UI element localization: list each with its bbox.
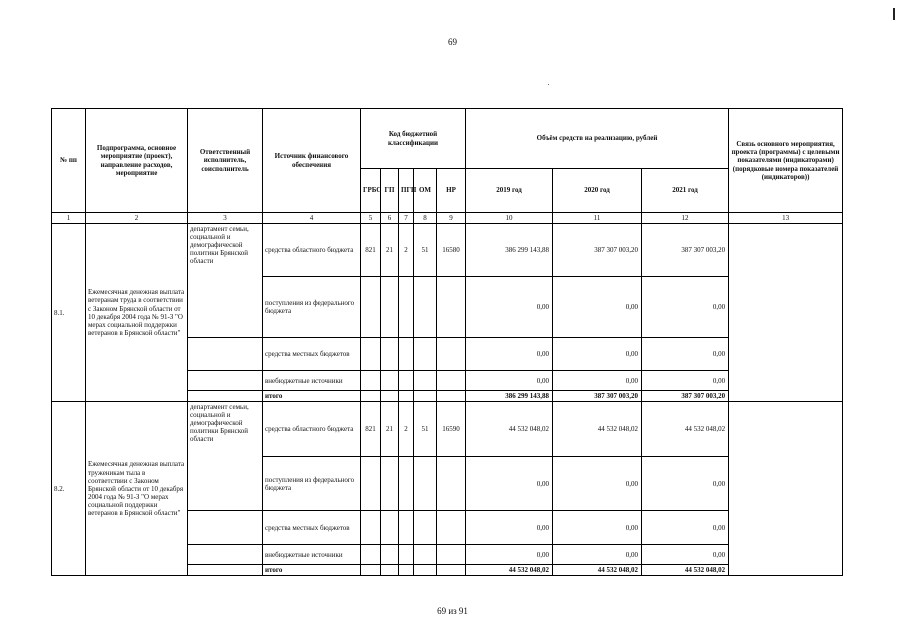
column-number-row bbox=[52, 213, 843, 224]
edge-mark bbox=[893, 8, 895, 20]
amount-2021: 387 307 003,20 bbox=[642, 391, 729, 402]
code-gp bbox=[381, 457, 399, 511]
code-grbs: 821 bbox=[361, 224, 381, 277]
amount-2021: 387 307 003,20 bbox=[642, 224, 729, 277]
code-gp bbox=[381, 511, 399, 545]
header-grbs: ГРБС bbox=[361, 169, 381, 213]
code-om bbox=[414, 545, 437, 565]
code-grbs bbox=[361, 457, 381, 511]
code-pgp bbox=[399, 391, 414, 402]
amount-2021: 44 532 048,02 bbox=[642, 565, 729, 576]
amount-2019: 44 532 048,02 bbox=[466, 402, 553, 457]
header-responsible: Ответственный исполнитель, соисполнитель bbox=[188, 109, 263, 213]
header-np: НР bbox=[437, 169, 466, 213]
responsible-executor bbox=[188, 371, 263, 391]
code-np bbox=[437, 565, 466, 576]
amount-2019: 0,00 bbox=[466, 457, 553, 511]
amount-2020: 0,00 bbox=[553, 511, 642, 545]
amount-2021: 0,00 bbox=[642, 545, 729, 565]
code-grbs bbox=[361, 338, 381, 371]
column-number: 5 bbox=[361, 213, 381, 224]
code-grbs bbox=[361, 511, 381, 545]
header-budget-code: Код бюджетной классификации bbox=[361, 109, 466, 169]
code-gp: 21 bbox=[381, 402, 399, 457]
code-np bbox=[437, 338, 466, 371]
amount-2020: 0,00 bbox=[553, 277, 642, 338]
code-gp bbox=[381, 391, 399, 402]
code-grbs bbox=[361, 565, 381, 576]
column-number: 8 bbox=[414, 213, 437, 224]
responsible-executor bbox=[188, 391, 263, 402]
code-grbs: 821 bbox=[361, 402, 381, 457]
code-pgp bbox=[399, 338, 414, 371]
code-np bbox=[437, 511, 466, 545]
responsible-executor bbox=[188, 565, 263, 576]
row-number: 8.2. bbox=[52, 402, 86, 576]
code-pgp bbox=[399, 277, 414, 338]
header-no: № пп bbox=[52, 109, 86, 213]
code-np bbox=[437, 371, 466, 391]
page-number-top: 69 bbox=[448, 37, 457, 47]
code-np bbox=[437, 457, 466, 511]
code-grbs bbox=[361, 277, 381, 338]
row-number: 8.1. bbox=[52, 224, 86, 402]
funding-source: итого bbox=[263, 391, 361, 402]
header-source: Источник финансового обеспечения bbox=[263, 109, 361, 213]
column-number: 4 bbox=[263, 213, 361, 224]
amount-2019: 0,00 bbox=[466, 545, 553, 565]
table-row bbox=[52, 402, 843, 457]
responsible-executor bbox=[188, 545, 263, 565]
code-om: 51 bbox=[414, 224, 437, 277]
code-pgp bbox=[399, 457, 414, 511]
code-pgp bbox=[399, 545, 414, 565]
header-subprogram: Подпрограмма, основное мероприятие (проект), направление расходов, мероприятие bbox=[86, 109, 188, 213]
header-link: Связь основного мероприятия, проекта (программы) с целевыми показателями (индикаторами) (порядковые номера показателей (индикаторов)) bbox=[729, 109, 843, 213]
code-grbs bbox=[361, 391, 381, 402]
header-gp: ГП bbox=[381, 169, 399, 213]
column-number: 2 bbox=[86, 213, 188, 224]
amount-2021: 0,00 bbox=[642, 511, 729, 545]
code-om bbox=[414, 511, 437, 545]
indicator-link bbox=[729, 402, 843, 576]
funding-source: внебюджетные источники bbox=[263, 545, 361, 565]
column-number: 13 bbox=[729, 213, 843, 224]
funding-source: средства местных бюджетов bbox=[263, 511, 361, 545]
funding-source: средства областного бюджета bbox=[263, 224, 361, 277]
amount-2020: 44 532 048,02 bbox=[553, 402, 642, 457]
code-om bbox=[414, 565, 437, 576]
scan-dot bbox=[548, 84, 549, 85]
funding-source: поступления из федерального бюджета bbox=[263, 277, 361, 338]
header-om: ОМ bbox=[414, 169, 437, 213]
header-2020: 2020 год bbox=[553, 169, 642, 213]
header-2021: 2021 год bbox=[642, 169, 729, 213]
funding-source: итого bbox=[263, 565, 361, 576]
column-number: 6 bbox=[381, 213, 399, 224]
code-om bbox=[414, 277, 437, 338]
code-gp bbox=[381, 338, 399, 371]
indicator-link bbox=[729, 224, 843, 402]
page-number-bottom: 69 из 91 bbox=[437, 606, 468, 616]
code-gp bbox=[381, 277, 399, 338]
code-np bbox=[437, 545, 466, 565]
amount-2020: 387 307 003,20 bbox=[553, 391, 642, 402]
column-number: 9 bbox=[437, 213, 466, 224]
header-pgp: ПГП bbox=[399, 169, 414, 213]
code-np: 16590 bbox=[437, 402, 466, 457]
amount-2020: 44 532 048,02 bbox=[553, 565, 642, 576]
amount-2020: 0,00 bbox=[553, 371, 642, 391]
code-gp bbox=[381, 371, 399, 391]
code-np bbox=[437, 391, 466, 402]
amount-2019: 0,00 bbox=[466, 277, 553, 338]
amount-2020: 0,00 bbox=[553, 457, 642, 511]
amount-2021: 0,00 bbox=[642, 277, 729, 338]
amount-2021: 0,00 bbox=[642, 371, 729, 391]
column-number: 10 bbox=[466, 213, 553, 224]
code-om bbox=[414, 338, 437, 371]
amount-2021: 0,00 bbox=[642, 338, 729, 371]
column-number: 12 bbox=[642, 213, 729, 224]
funding-source: средства местных бюджетов bbox=[263, 338, 361, 371]
amount-2020: 387 307 003,20 bbox=[553, 224, 642, 277]
table-row bbox=[52, 224, 843, 277]
code-np: 16580 bbox=[437, 224, 466, 277]
measure-name: Ежемесячная денежная выплата труженикам тыла в соответствии с Законом Брянской области от 10 декабря 2004 года № 91-З "О мерах социальной поддержки ветеранов в Брянской области" bbox=[86, 402, 188, 576]
code-pgp: 2 bbox=[399, 224, 414, 277]
code-om bbox=[414, 371, 437, 391]
responsible-executor bbox=[188, 511, 263, 545]
measure-name: Ежемесячная денежная выплата ветеранам труда в соответствии с Законом Брянской области от 10 декабря 2004 года № 91-З "О мерах социальной поддержки ветеранов в Брянской области" bbox=[86, 224, 188, 402]
amount-2021: 44 532 048,02 bbox=[642, 402, 729, 457]
budget-table bbox=[51, 108, 843, 576]
header-amount: Объём средств на реализацию, рублей bbox=[466, 109, 729, 169]
amount-2019: 0,00 bbox=[466, 511, 553, 545]
code-om bbox=[414, 391, 437, 402]
amount-2019: 44 532 048,02 bbox=[466, 565, 553, 576]
code-np bbox=[437, 277, 466, 338]
code-grbs bbox=[361, 371, 381, 391]
column-number: 1 bbox=[52, 213, 86, 224]
column-number: 3 bbox=[188, 213, 263, 224]
header-2019: 2019 год bbox=[466, 169, 553, 213]
funding-source: поступления из федерального бюджета bbox=[263, 457, 361, 511]
amount-2019: 0,00 bbox=[466, 338, 553, 371]
code-gp bbox=[381, 545, 399, 565]
code-om: 51 bbox=[414, 402, 437, 457]
code-gp bbox=[381, 565, 399, 576]
amount-2020: 0,00 bbox=[553, 338, 642, 371]
code-pgp bbox=[399, 511, 414, 545]
code-om bbox=[414, 457, 437, 511]
code-pgp bbox=[399, 565, 414, 576]
amount-2020: 0,00 bbox=[553, 545, 642, 565]
amount-2019: 0,00 bbox=[466, 371, 553, 391]
code-grbs bbox=[361, 545, 381, 565]
amount-2019: 386 299 143,88 bbox=[466, 391, 553, 402]
column-number: 7 bbox=[399, 213, 414, 224]
responsible-executor bbox=[188, 338, 263, 371]
amount-2019: 386 299 143,88 bbox=[466, 224, 553, 277]
funding-source: средства областного бюджета bbox=[263, 402, 361, 457]
funding-source: внебюджетные источники bbox=[263, 371, 361, 391]
amount-2021: 0,00 bbox=[642, 457, 729, 511]
responsible-executor: департамент семьи, социальной и демографической политики Брянской области bbox=[188, 224, 263, 338]
code-gp: 21 bbox=[381, 224, 399, 277]
responsible-executor: департамент семьи, социальной и демографической политики Брянской области bbox=[188, 402, 263, 511]
code-pgp: 2 bbox=[399, 402, 414, 457]
code-pgp bbox=[399, 371, 414, 391]
column-number: 11 bbox=[553, 213, 642, 224]
